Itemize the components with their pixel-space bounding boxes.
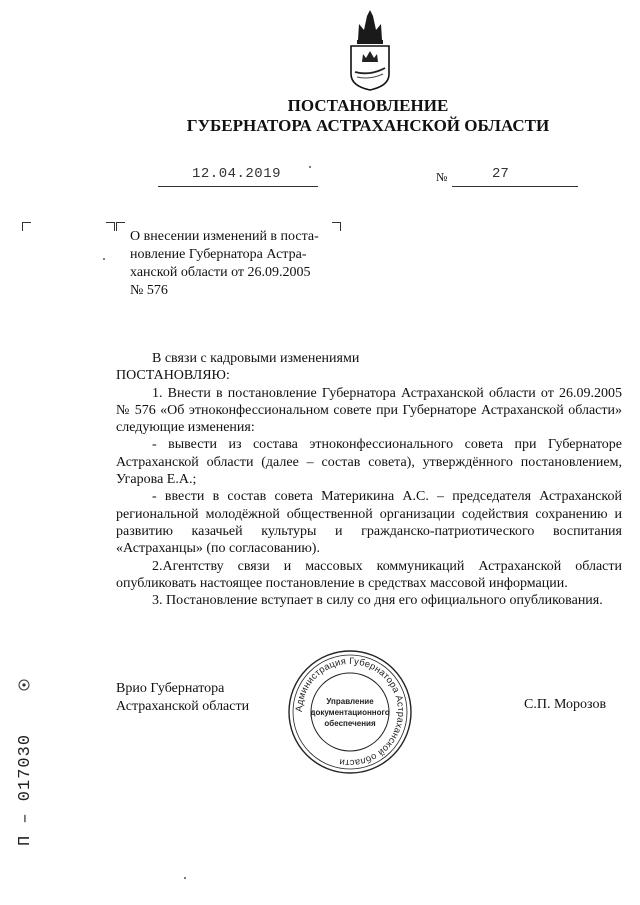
margin-serial <box>12 650 36 850</box>
decree-word: ПОСТАНОВЛЯЮ: <box>116 368 230 384</box>
stamp-center-line: Управление <box>326 697 374 706</box>
margin-ornament-icon <box>19 680 29 690</box>
margin-serial-text: П – 017030 <box>16 733 35 846</box>
intro-paragraph: В связи с кадровыми изменениями <box>152 351 360 366</box>
subject-line: новление Губернатора Астра- <box>130 247 307 262</box>
signatory-position <box>116 680 249 716</box>
subject-line: № 576 <box>130 283 168 298</box>
scan-dot <box>184 877 186 879</box>
signatory-name: С.П. Морозов <box>524 697 607 712</box>
subject-line: О внесении изменений в поста- <box>130 229 319 244</box>
date-value: 12.04.2019 <box>192 166 282 182</box>
number-field <box>452 166 578 187</box>
stamp-center-line: документационного <box>310 708 390 717</box>
scan-dot <box>309 166 311 168</box>
subject-block <box>130 228 336 300</box>
paragraph-1: 1. Внести в постановление Губернатора Астраханской области от 26.09.2005 № 576 «Об этноконфессиональном совете при Губернаторе Астраханской области» следующие изменения: <box>116 385 622 436</box>
stamp-center-line: обеспечения <box>324 719 376 728</box>
paragraph-1b: - ввести в состав совета Материкина А.С. – председателя Астраханской региональной молодёжной общественной организации содействия сохранению и развитию казачьей культуры и гражданско-патриотического воспитания «Астраханцы» (по согласованию). <box>116 489 622 557</box>
subject-line: ханской области от 26.09.2005 <box>130 265 311 280</box>
corner-mark-left <box>22 222 31 231</box>
document-title: ПОСТАНОВЛЕНИЕ <box>287 96 449 115</box>
paragraph-2: 2.Агентству связи и массовых коммуникаций Астраханской области опубликовать настоящее постановление в средствах массовой информации. <box>116 558 622 591</box>
signatory-position-line: Астраханской области <box>116 699 250 714</box>
signatory-position-line: Врио Губернатора <box>116 681 225 696</box>
corner-mark-subject-left-a <box>106 222 115 231</box>
document-body <box>116 350 622 609</box>
scan-dot <box>103 258 105 260</box>
paragraph-1a: - вывести из состава этноконфессионального совета при Губернаторе Астраханской области (далее – состав совета), утверждённого постановлением, Угарова Е.А.; <box>116 437 622 488</box>
date-field <box>158 166 318 187</box>
corner-mark-subject-left-b <box>116 222 125 231</box>
coat-of-arms-emblem <box>345 10 395 92</box>
paragraph-3: 3. Постановление вступает в силу со дня его официального опубликования. <box>152 593 603 609</box>
document-subtitle: ГУБЕРНАТОРА АСТРАХАНСКОЙ ОБЛАСТИ <box>186 116 550 135</box>
number-label: № <box>436 170 448 184</box>
official-stamp <box>286 648 414 776</box>
number-value: 27 <box>492 166 509 182</box>
stamp-ring-text: Администрация Губернатора Астраханской области <box>292 654 408 770</box>
